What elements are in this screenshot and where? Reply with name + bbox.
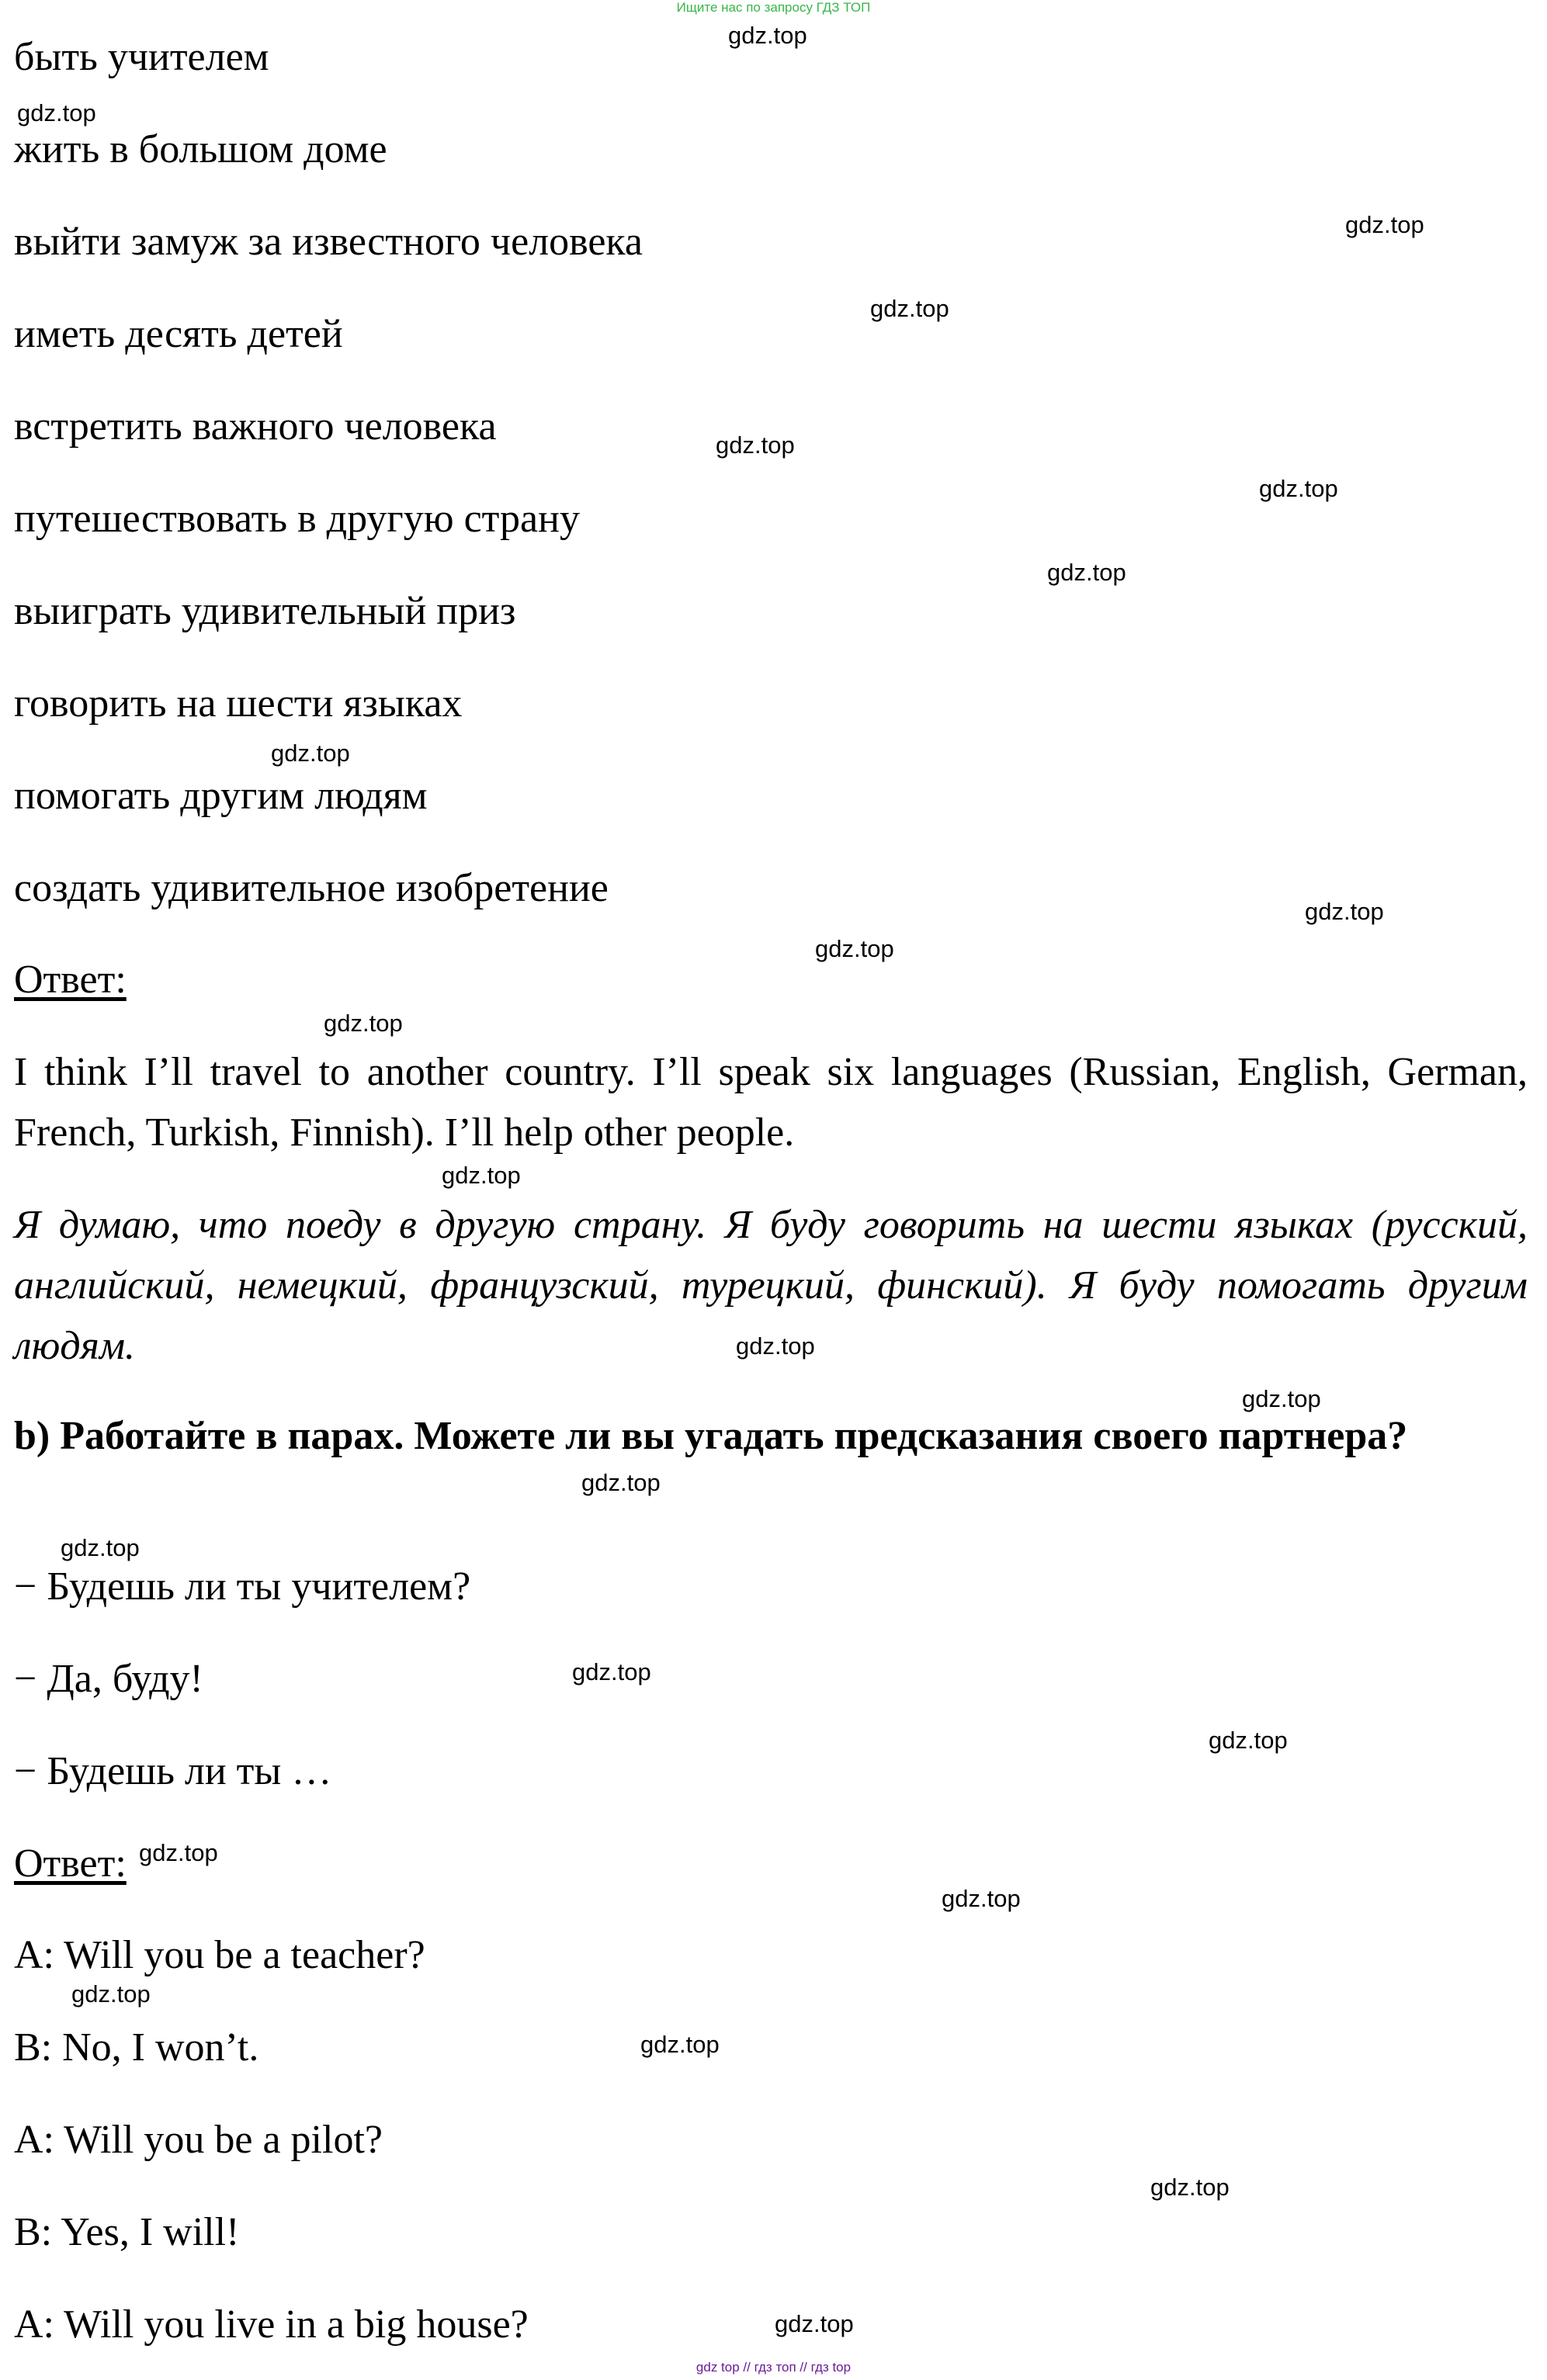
- watermark: gdz.top: [775, 2310, 854, 2337]
- answer-b-line: B: Yes, I will!: [14, 2210, 240, 2254]
- task-b-dialogue-line: − Будешь ли ты …: [14, 1749, 332, 1793]
- task-a-item: жить в большом доме: [14, 127, 387, 171]
- task-a-item: иметь десять детей: [14, 312, 343, 356]
- watermark: gdz.top: [442, 1162, 521, 1189]
- task-a-item: создать удивительное изобретение: [14, 866, 609, 910]
- watermark: gdz.top: [1242, 1385, 1321, 1412]
- task-a-item: выиграть удивительный приз: [14, 589, 516, 633]
- task-a-item: выйти замуж за известного человека: [14, 220, 643, 264]
- watermark: gdz.top: [581, 1469, 661, 1496]
- watermark: gdz.top: [716, 431, 795, 459]
- watermark: gdz.top: [1150, 2174, 1230, 2201]
- answer-label-a: Ответ:: [14, 958, 127, 1002]
- watermark: gdz.top: [1305, 898, 1384, 925]
- answer-b-line: A: Will you be a pilot?: [14, 2118, 383, 2162]
- task-a-item: встретить важного человека: [14, 404, 497, 449]
- answer-label-b: Ответ:: [14, 1841, 127, 1886]
- task-b-dialogue-line: − Да, буду!: [14, 1657, 203, 1701]
- watermark: gdz.top: [942, 1885, 1021, 1912]
- watermark: gdz.top: [271, 740, 350, 767]
- watermark: gdz.top: [736, 1332, 815, 1360]
- watermark: gdz.top: [1209, 1727, 1288, 1754]
- watermark: gdz.top: [1259, 475, 1338, 502]
- answer-a-russian: Я думаю, что поеду в другую страну. Я буду говорить на шести языках (русский, английский, немецкий, французский, турецкий, финский). Я буду помогать другим людям.: [14, 1203, 1528, 1368]
- header-note: Ищите нас по запросу ГДЗ ТОП: [676, 0, 871, 15]
- answer-b-line: A: Will you live in a big house?: [14, 2302, 529, 2347]
- watermark: gdz.top: [17, 99, 96, 126]
- watermark: gdz.top: [324, 1010, 403, 1037]
- watermark: gdz.top: [572, 1658, 651, 1685]
- watermark: gdz.top: [815, 935, 894, 962]
- answer-b-line: B: No, I won’t.: [14, 2025, 259, 2070]
- task-a-item: говорить на шести языках: [14, 681, 463, 726]
- task-a-item: быть учителем: [14, 35, 269, 79]
- watermark: gdz.top: [1047, 559, 1126, 586]
- watermark: gdz.top: [61, 1534, 140, 1561]
- answer-b-line: A: Will you be a teacher?: [14, 1933, 425, 1977]
- watermark: gdz.top: [728, 22, 807, 49]
- task-b-heading: b) Работайте в парах. Можете ли вы угадать предсказания своего партнера?: [14, 1414, 1408, 1458]
- watermark: gdz.top: [71, 1980, 151, 2008]
- task-a-item: помогать другим людям: [14, 774, 428, 818]
- watermark: gdz.top: [870, 295, 949, 322]
- task-b-dialogue-line: − Будешь ли ты учителем?: [14, 1564, 471, 1609]
- watermark: gdz.top: [139, 1839, 218, 1866]
- footer-note: gdz top // гдз топ // гдз top: [695, 2360, 852, 2375]
- watermark: gdz.top: [640, 2031, 720, 2058]
- answer-a-english: I think I’ll travel to another country. I’ll speak six languages (Russian, English, German, French, Turkish, Finnish). I’ll help other people.: [14, 1050, 1528, 1155]
- task-a-item: путешествовать в другую страну: [14, 497, 580, 541]
- watermark: gdz.top: [1345, 211, 1424, 238]
